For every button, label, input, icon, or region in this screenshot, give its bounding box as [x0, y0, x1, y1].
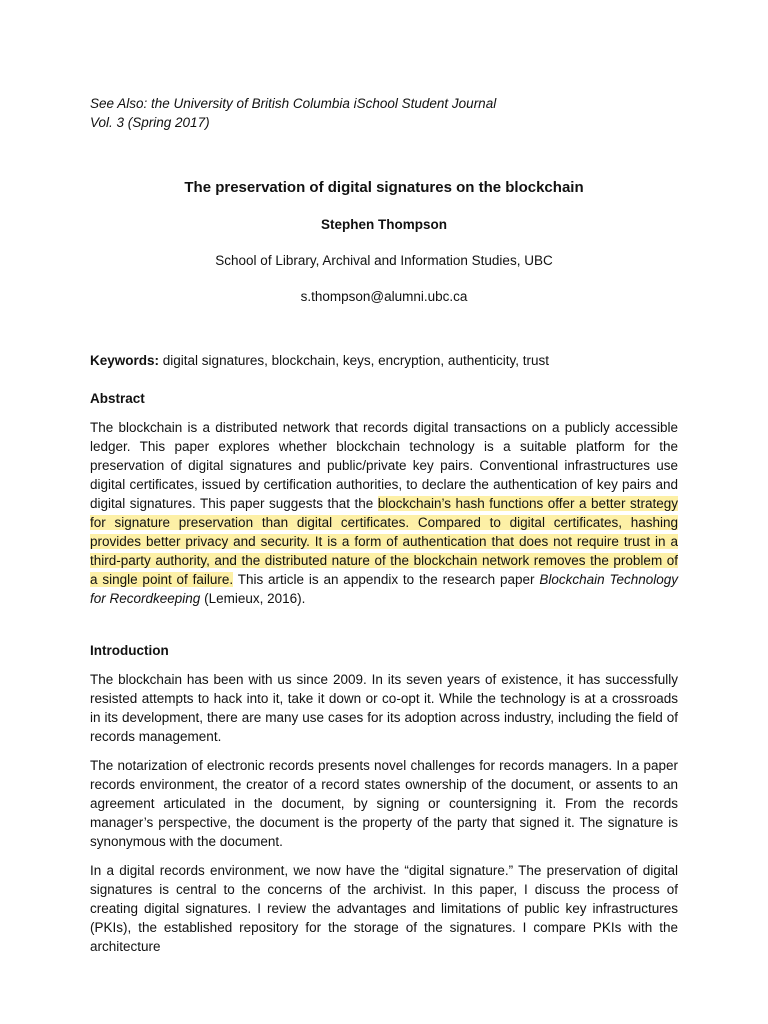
keywords — [90, 352, 678, 370]
see-also-note — [90, 94, 678, 132]
abstract-paragraph — [90, 418, 678, 608]
author-affiliation: School of Library, Archival and Information Studies, UBC — [215, 253, 553, 268]
citation-title: Blockchain Technology for Recordkeeping — [90, 572, 678, 606]
abstract-highlight: blockchain’s hash functions offer a better strategy for signature preservation than digital certificates. Compared to digital certificates, hashing provides better privacy and security. It is a form of authentication that does not require trust in a third-party authority, and the distributed nature of the blockchain network removes the problem of a single point of failure. — [90, 496, 678, 587]
abstract-text-before: The blockchain is a distributed network that records digital transactions on a publicly accessible ledger. This paper explores whether blockchain technology is a suitable platform for the preservation of digital signatures and public/private key pairs. Conventional infrastructures use digital certificates, issued by certification authorities, to declare the authentication of key pairs and digital signatures. This paper suggests that the — [90, 420, 678, 511]
abstract-heading: Abstract — [90, 391, 145, 406]
keywords-label: Keywords: — [90, 353, 160, 368]
intro-paragraph-2: The notarization of electronic records presents novel challenges for records managers. In a paper records environment, the creator of a record states ownership of the document, or assents to an agreement articulated in the document, by signing or countersigning it. From the records manager’s perspective, the document is the property of the party that signed it. The signature is synonymous with the document. — [90, 758, 678, 849]
citation-tail: (Lemieux, 2016). — [200, 591, 306, 606]
keywords-text: digital signatures, blockchain, keys, encryption, authenticity, trust — [159, 353, 549, 368]
paper-title: The preservation of digital signatures on the blockchain — [184, 179, 584, 196]
author-email: s.thompson@alumni.ubc.ca — [300, 289, 468, 304]
see-also-line-2: Vol. 3 (Spring 2017) — [90, 115, 210, 130]
abstract-text-after: This article is an appendix to the research paper — [233, 572, 540, 587]
see-also-line-1: See Also: the University of British Columbia iSchool Student Journal — [90, 96, 497, 111]
introduction-heading: Introduction — [90, 643, 169, 658]
author-name: Stephen Thompson — [321, 217, 447, 232]
intro-paragraph-3: In a digital records environment, we now have the “digital signature.” The preservation of digital signatures is central to the concerns of the archivist. In this paper, I discuss the process of creating digital signatures. I review the advantages and limitations of public key infrastructures (PKIs), the established repository for the storage of the signatures. I compare PKIs with the architecture — [90, 863, 678, 954]
intro-paragraph-1: The blockchain has been with us since 2009. In its seven years of existence, it has successfully resisted attempts to hack into it, take it down or co-opt it. While the technology is at a crossroads in its development, there are many use cases for its adoption across industry, including the field of records management. — [90, 672, 678, 744]
